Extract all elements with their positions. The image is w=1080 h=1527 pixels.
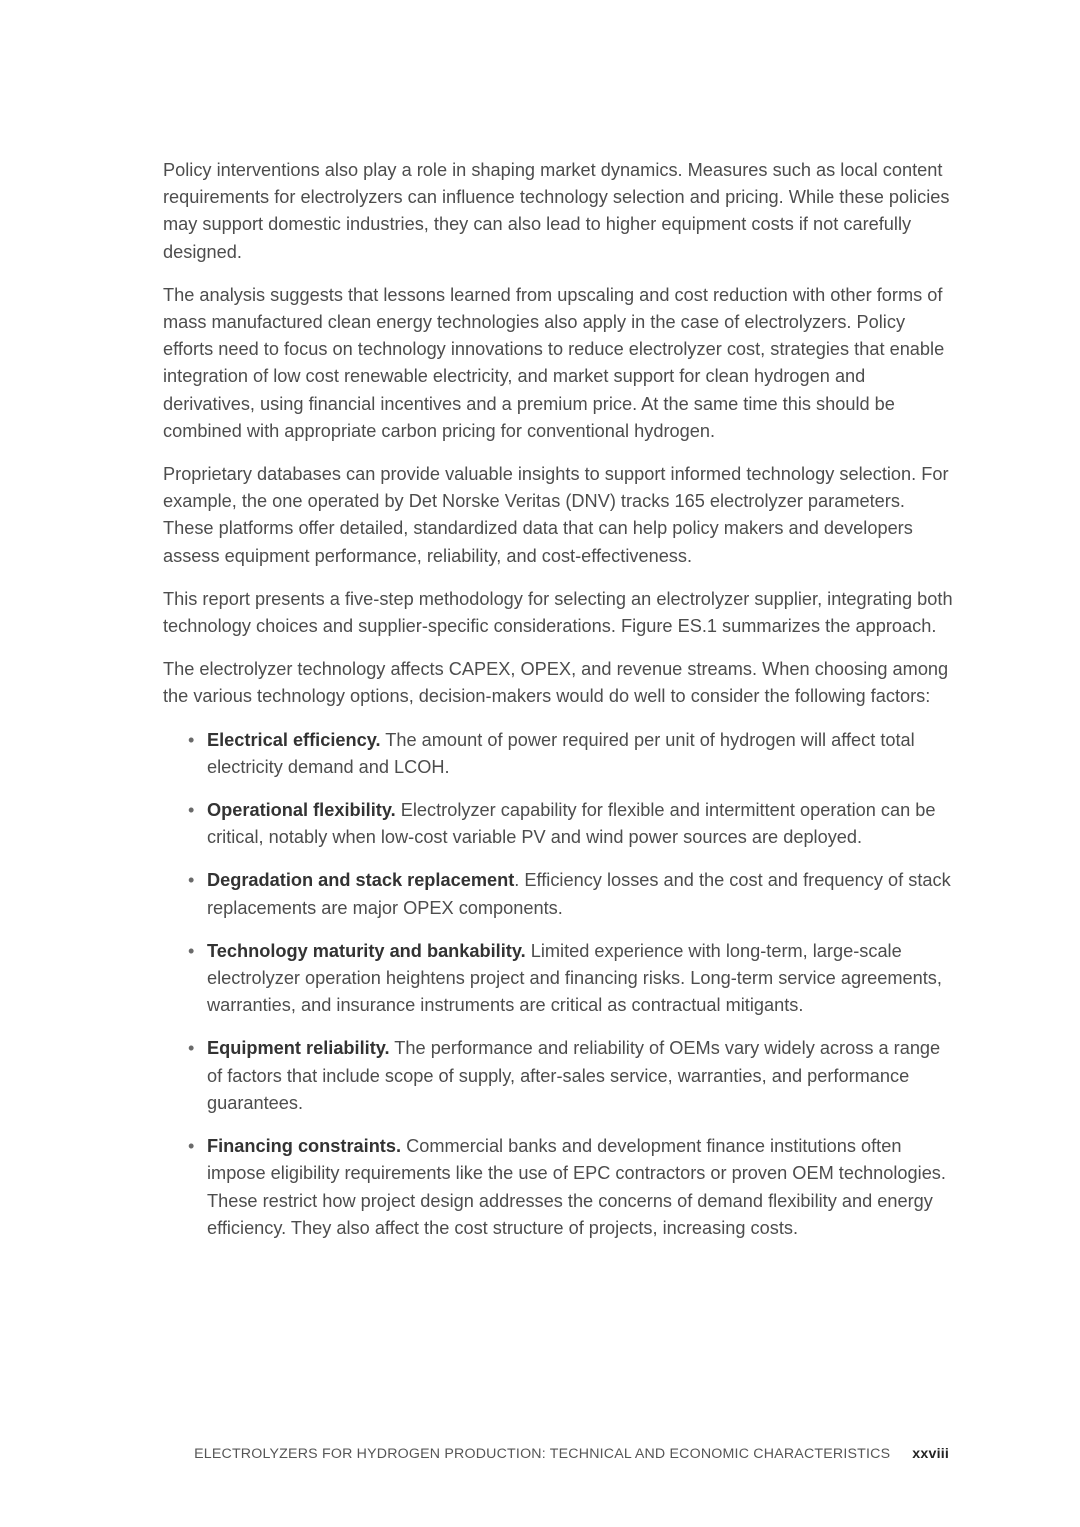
factor-term: Technology maturity and bankability.: [207, 940, 526, 961]
factor-term: Operational flexibility.: [207, 800, 396, 821]
factor-item-operational-flexibility: [188, 797, 953, 851]
factor-item-degradation: [188, 867, 953, 921]
factor-item-electrical-efficiency: [188, 727, 953, 781]
footer-title: ELECTROLYZERS FOR HYDROGEN PRODUCTION: TECHNICAL AND ECONOMIC CHARACTERISTICS: [194, 1446, 891, 1462]
bullet-icon: •: [188, 729, 195, 750]
page-number: xxviii: [912, 1446, 949, 1462]
factor-item-technology-maturity: [188, 938, 953, 1020]
factor-item-equipment-reliability: [188, 1035, 953, 1117]
factor-item-financing-constraints: [188, 1133, 953, 1242]
factor-text: The performance and reliability of OEMs vary widely across a range of factors that include scope of supply, after-sales service, warranties, and performance guarantees.: [207, 1038, 941, 1113]
factor-term: Electrical efficiency.: [207, 729, 381, 750]
page-footer: [194, 1444, 949, 1464]
factor-term: Degradation and stack replacement: [207, 870, 515, 891]
factor-text: Commercial banks and development finance institutions often impose eligibility requirements like the use of EPC contractors or proven OEM technologies. These restrict how project design addresses the concerns of demand flexibility and energy efficiency. They also affect the cost structure of projects, increasing costs.: [207, 1136, 946, 1238]
paragraph-technology-factors: The electrolyzer technology affects CAPEX, OPEX, and revenue streams. When choosing among the various technology options, decision-makers would do well to consider the following factors:: [163, 659, 949, 707]
factor-text: Electrolyzer capability for flexible and intermittent operation can be critical, notably when low-cost variable PV and wind power sources are deployed.: [207, 800, 936, 848]
factor-list: [163, 727, 953, 1242]
factor-text: The amount of power required per unit of hydrogen will affect total electricity demand and LCOH.: [207, 729, 915, 777]
bullet-icon: •: [188, 1136, 195, 1157]
factor-term: Equipment reliability.: [207, 1038, 390, 1059]
factor-text: . Efficiency losses and the cost and frequency of stack replacements are major OPEX components.: [207, 870, 951, 918]
paragraph-lessons-learned: The analysis suggests that lessons learned from upscaling and cost reduction with other forms of mass manufactured clean energy technologies also apply in the case of electrolyzers. Policy efforts need to focus on technology innovations to reduce electrolyzer cost, strategies that enable integration of low cost renewable electricity, and market support for clean hydrogen and derivatives, using financial incentives and a premium price. At the same time this should be combined with appropriate carbon pricing for conventional hydrogen.: [163, 284, 945, 441]
paragraph-methodology: This report presents a five-step methodology for selecting an electrolyzer supplier, integrating both technology choices and supplier-specific considerations. Figure ES.1 summarizes the approach.: [163, 588, 953, 637]
paragraph-policy-interventions: Policy interventions also play a role in shaping market dynamics. Measures such as local content requirements for electrolyzers can influence technology selection and pricing. While these policies may support domestic industries, they can also lead to higher equipment costs if not carefully designed.: [163, 160, 950, 262]
bullet-icon: •: [188, 1038, 195, 1059]
bullet-icon: •: [188, 870, 195, 891]
bullet-icon: •: [188, 800, 195, 821]
factor-text: Limited experience with long-term, large-scale electrolyzer operation heightens project and financing risks. Long-term service agreements, warranties, and insurance instruments are critical as contractual mitigants.: [207, 940, 942, 1016]
paragraph-proprietary-databases: Proprietary databases can provide valuable insights to support informed technology selection. For example, the one operated by Det Norske Veritas (DNV) tracks 165 electrolyzer parameters. These platforms offer detailed, standardized data that can help policy makers and developers assess equipment performance, reliability, and cost-effectiveness.: [163, 464, 949, 566]
factor-term: Financing constraints.: [207, 1136, 402, 1157]
bullet-icon: •: [188, 940, 195, 961]
page-body: [163, 157, 953, 1258]
